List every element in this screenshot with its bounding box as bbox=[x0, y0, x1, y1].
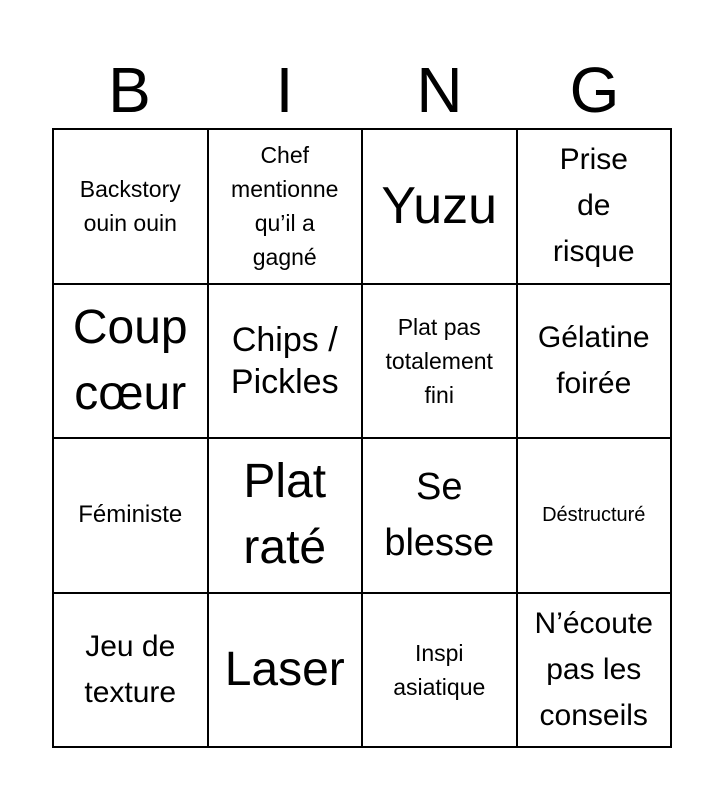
bingo-cell[interactable]: Féministe bbox=[54, 439, 209, 594]
bingo-cell[interactable]: Prise de risque bbox=[518, 130, 673, 285]
bingo-cell[interactable]: Plat pas totalement fini bbox=[363, 285, 518, 440]
bingo-cell[interactable]: Coup cœur bbox=[54, 285, 209, 440]
bingo-board bbox=[52, 128, 672, 748]
bingo-header bbox=[52, 52, 672, 128]
bingo-cell[interactable]: Yuzu bbox=[363, 130, 518, 285]
bingo-cell[interactable]: Chips / Pickles bbox=[209, 285, 364, 440]
bingo-cell[interactable]: Déstructuré bbox=[518, 439, 673, 594]
header-letter-g: G bbox=[569, 54, 620, 126]
bingo-cell[interactable]: N’écoute pas les conseils bbox=[518, 594, 673, 749]
header-letter-b: B bbox=[108, 54, 151, 126]
bingo-cell[interactable]: Laser bbox=[209, 594, 364, 749]
bingo-cell[interactable]: Backstory ouin ouin bbox=[54, 130, 209, 285]
bingo-cell[interactable]: Plat raté bbox=[209, 439, 364, 594]
header-letter-i: I bbox=[275, 54, 294, 126]
header-letter-n: N bbox=[416, 54, 463, 126]
bingo-cell[interactable]: Gélatine foirée bbox=[518, 285, 673, 440]
bingo-cell[interactable]: Se blesse bbox=[363, 439, 518, 594]
bingo-cell[interactable]: Jeu de texture bbox=[54, 594, 209, 749]
bingo-cell[interactable]: Inspi asiatique bbox=[363, 594, 518, 749]
bingo-cell[interactable]: Chef mentionne qu’il a gagné bbox=[209, 130, 364, 285]
